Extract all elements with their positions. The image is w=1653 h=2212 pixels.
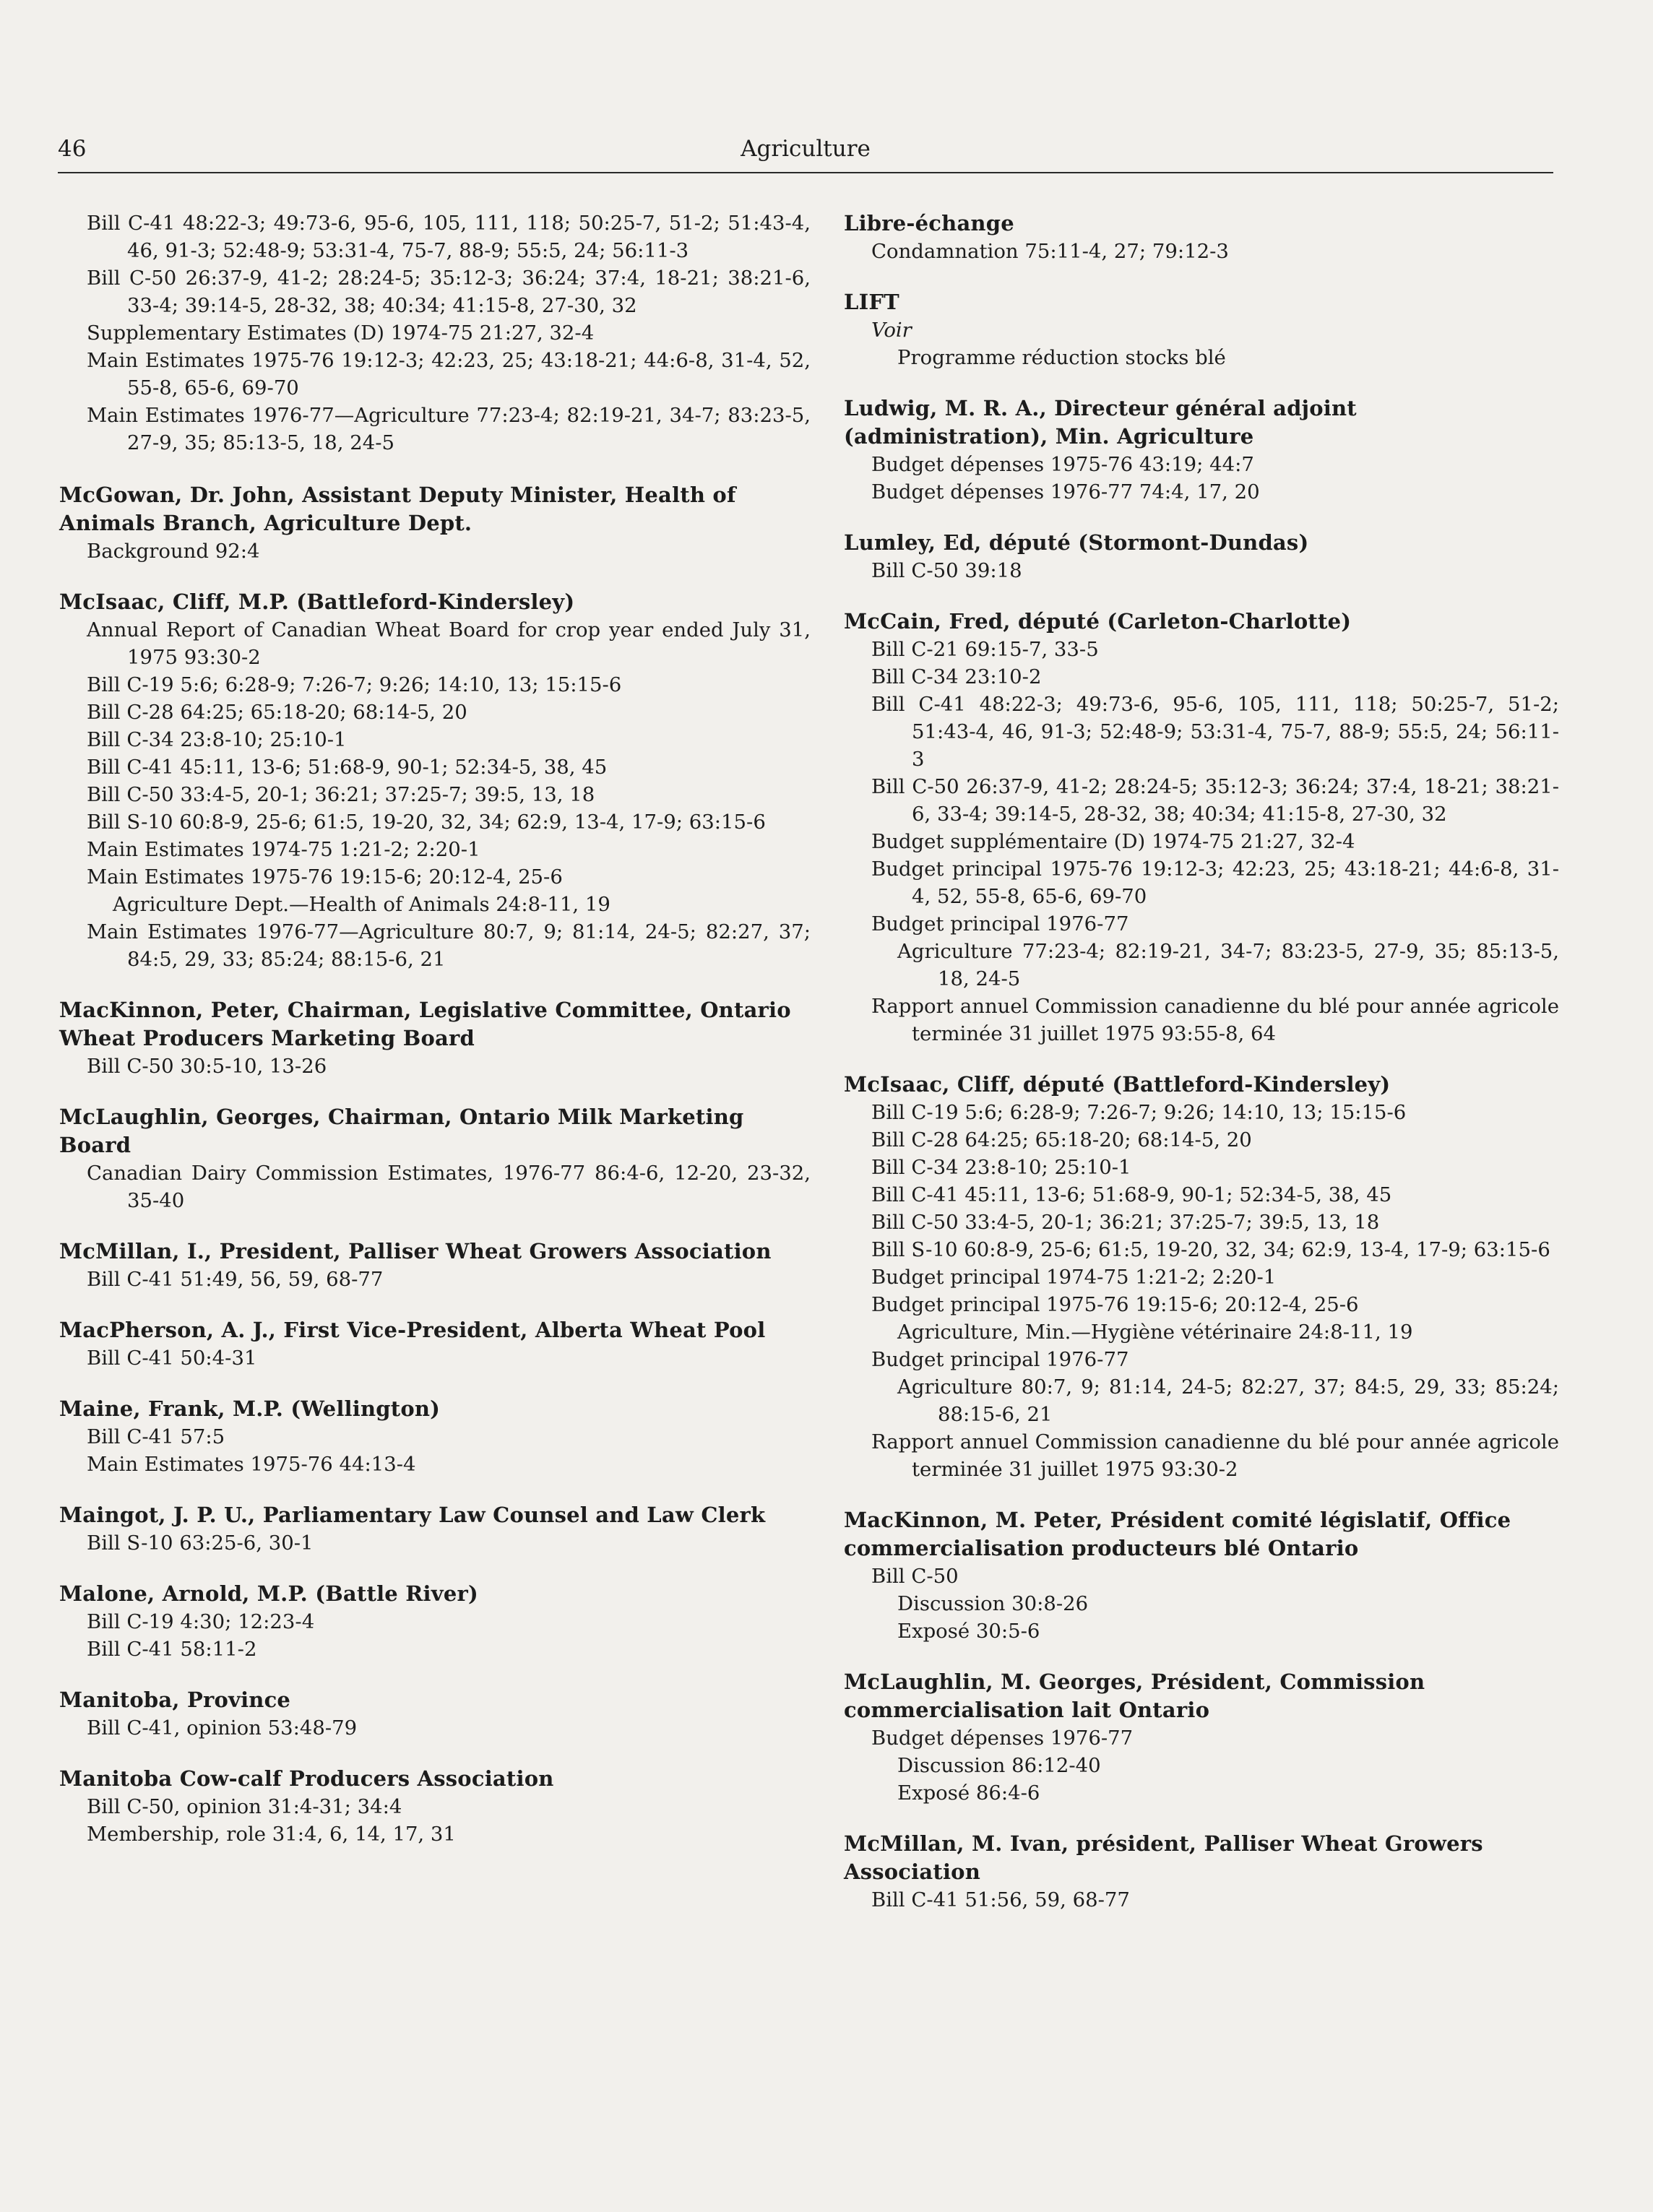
entry-heading: McIsaac, Cliff, M.P. (Battleford-Kindersley) xyxy=(59,589,575,614)
entry-heading: McLaughlin, M. Georges, Président, Commission commercialisation lait Ontario xyxy=(844,1669,1425,1722)
entry-heading: McLaughlin, Georges, Chairman, Ontario Milk Marketing Board xyxy=(59,1105,744,1157)
index-subentry: Budget supplémentaire (D) 1974-75 21:27, 32-4 xyxy=(871,830,1355,853)
index-subentry: Bill C-50 39:18 xyxy=(871,559,1022,582)
entry-heading: Lumley, Ed, député (Stormont-Dundas) xyxy=(844,530,1309,555)
entry-heading: Manitoba Cow-calf Producers Association xyxy=(59,1766,554,1791)
index-subentry: Bill C-19 4:30; 12:23-4 xyxy=(87,1610,315,1633)
index-subentry: Discussion 30:8-26 xyxy=(897,1592,1089,1615)
index-subentry: Bill S-10 60:8-9, 25-6; 61:5, 19-20, 32, 34; 62:9, 13-4, 17-9; 63:15-6 xyxy=(871,1238,1550,1261)
index-subentry: Budget principal 1975-76 19:15-6; 20:12-4, 25-6 xyxy=(871,1293,1359,1316)
index-subentry: Bill S-10 63:25-6, 30-1 xyxy=(87,1531,314,1555)
index-subentry: Agriculture, Min.—Hygiène vétérinaire 24:8-11, 19 xyxy=(897,1321,1413,1344)
index-entry xyxy=(59,1316,811,1372)
index-subentry: Bill C-50 26:37-9, 41-2; 28:24-5; 35:12-3; 36:24; 37:4, 18-21; 38:21-6, 33-4; 39:14-5, 28-32, 38; 40:34; 41:15-8, 27-30, 32 xyxy=(871,775,1559,826)
entry-heading: McGowan, Dr. John, Assistant Deputy Minister, Health of Animals Branch, Agriculture Dept. xyxy=(59,483,736,535)
index-entry xyxy=(844,1668,1559,1807)
index-entry xyxy=(59,1395,811,1478)
index-subentry: Main Estimates 1976-77—Agriculture 77:23-4; 82:19-21, 34-7; 83:23-5, 27-9, 35; 85:13-5, 18, 24-5 xyxy=(87,404,811,454)
index-entry xyxy=(59,481,811,565)
index-subentry: Budget principal 1974-75 1:21-2; 2:20-1 xyxy=(871,1266,1277,1289)
index-entry xyxy=(59,1686,811,1742)
index-subentry: Exposé 86:4-6 xyxy=(897,1781,1040,1805)
index-subentry: Supplementary Estimates (D) 1974-75 21:27, 32-4 xyxy=(87,321,595,345)
index-subentry: Discussion 86:12-40 xyxy=(897,1754,1101,1777)
entry-heading: LIFT xyxy=(844,290,899,314)
index-subentry: Budget dépenses 1976-77 xyxy=(871,1727,1134,1750)
index-entry xyxy=(59,209,811,457)
index-subentry: Bill C-34 23:8-10; 25:10-1 xyxy=(87,728,347,751)
entry-heading: Maine, Frank, M.P. (Wellington) xyxy=(59,1396,441,1421)
entry-heading: Malone, Arnold, M.P. (Battle River) xyxy=(59,1581,478,1606)
index-subentry: Programme réduction stocks blé xyxy=(897,346,1226,369)
entry-heading: Manitoba, Province xyxy=(59,1688,291,1712)
index-subentry: Bill C-50, opinion 31:4-31; 34:4 xyxy=(87,1795,402,1818)
index-subentry: Main Estimates 1975-76 44:13-4 xyxy=(87,1453,416,1476)
index-entry xyxy=(59,1237,811,1293)
index-subentry: Bill S-10 60:8-9, 25-6; 61:5, 19-20, 32, 34; 62:9, 13-4, 17-9; 63:15-6 xyxy=(87,811,766,834)
entry-heading: Libre-échange xyxy=(844,211,1014,236)
entry-heading: Maingot, J. P. U., Parliamentary Law Counsel and Law Clerk xyxy=(59,1503,766,1527)
index-subentry: Bill C-41 50:4-31 xyxy=(87,1347,257,1370)
index-entry xyxy=(59,1501,811,1557)
index-subentry: Budget principal 1976-77 xyxy=(871,1348,1129,1371)
index-entry xyxy=(59,1765,811,1848)
index-subentry: Bill C-41 45:11, 13-6; 51:68-9, 90-1; 52:34-5, 38, 45 xyxy=(87,756,608,779)
index-subentry: Budget principal 1976-77 xyxy=(871,912,1129,936)
index-entry xyxy=(59,1103,811,1214)
index-subentry: Budget dépenses 1976-77 74:4, 17, 20 xyxy=(871,480,1260,504)
index-entry xyxy=(844,1830,1559,1914)
index-subentry: Rapport annuel Commission canadienne du blé pour année agricole terminée 31 juillet 1975 93:30-2 xyxy=(871,1430,1559,1481)
index-entry xyxy=(844,288,1559,371)
index-subentry: Bill C-28 64:25; 65:18-20; 68:14-5, 20 xyxy=(871,1128,1252,1152)
entry-heading: McMillan, M. Ivan, président, Palliser Wheat Growers Association xyxy=(844,1831,1483,1884)
entry-heading: McIsaac, Cliff, député (Battleford-Kindersley) xyxy=(844,1072,1391,1097)
index-entry xyxy=(844,529,1559,584)
index-subentry: Bill C-50 26:37-9, 41-2; 28:24-5; 35:12-3; 36:24; 37:4, 18-21; 38:21-6, 33-4; 39:14-5, 28-32, 38; 40:34; 41:15-8, 27-30, 32 xyxy=(87,267,811,317)
page-number: 46 xyxy=(58,136,87,162)
index-subentry: Main Estimates 1975-76 19:12-3; 42:23, 25; 43:18-21; 44:6-8, 31-4, 52, 55-8, 65-6, 69-70 xyxy=(87,349,811,399)
index-subentry: Bill C-50 30:5-10, 13-26 xyxy=(87,1055,327,1078)
index-subentry: Rapport annuel Commission canadienne du blé pour année agricole terminée 31 juillet 1975 93:55-8, 64 xyxy=(871,995,1559,1045)
index-entry xyxy=(844,1071,1559,1483)
entry-heading: MacKinnon, Peter, Chairman, Legislative Committee, Ontario Wheat Producers Marketing Board xyxy=(59,998,791,1050)
page-header xyxy=(58,136,1553,173)
index-subentry: Bill C-34 23:8-10; 25:10-1 xyxy=(871,1156,1131,1179)
index-subentry: Agriculture Dept.—Health of Animals 24:8-11, 19 xyxy=(113,893,610,916)
index-subentry: Bill C-41 57:5 xyxy=(87,1425,225,1448)
index-entry xyxy=(59,588,811,973)
index-entry xyxy=(844,209,1559,265)
index-subentry: Bill C-50 33:4-5, 20-1; 36:21; 37:25-7; 39:5, 13, 18 xyxy=(87,783,595,806)
index-subentry: Bill C-34 23:10-2 xyxy=(871,665,1042,688)
index-subentry: Bill C-41 51:49, 56, 59, 68-77 xyxy=(87,1268,384,1291)
entry-heading: McCain, Fred, député (Carleton-Charlotte) xyxy=(844,609,1352,634)
see-reference: Voir xyxy=(871,319,912,342)
index-subentry: Condamnation 75:11-4, 27; 79:12-3 xyxy=(871,240,1229,263)
index-subentry: Bill C-41 48:22-3; 49:73-6, 95-6, 105, 111, 118; 50:25-7, 51-2; 51:43-4, 46, 91-3; 52:48-9; 53:31-4, 75-7, 88-9; 55:5, 24; 56:11-3 xyxy=(87,212,811,262)
index-subentry: Budget dépenses 1975-76 43:19; 44:7 xyxy=(871,453,1254,476)
entry-heading: McMillan, I., President, Palliser Wheat Growers Association xyxy=(59,1239,772,1263)
index-entry xyxy=(844,608,1559,1047)
index-subentry: Bill C-28 64:25; 65:18-20; 68:14-5, 20 xyxy=(87,701,467,724)
index-entry xyxy=(844,394,1559,506)
index-subentry: Bill C-19 5:6; 6:28-9; 7:26-7; 9:26; 14:10, 13; 15:15-6 xyxy=(871,1101,1407,1124)
index-subentry: Bill C-41 58:11-2 xyxy=(87,1638,257,1661)
index-subentry: Bill C-41 51:56, 59, 68-77 xyxy=(871,1888,1130,1911)
entry-heading: MacKinnon, M. Peter, Président comité législatif, Office commercialisation producteurs blé Ontario xyxy=(844,1508,1511,1560)
right-column xyxy=(844,209,1559,1937)
index-subentry: Main Estimates 1974-75 1:21-2; 2:20-1 xyxy=(87,838,480,861)
index-entry xyxy=(844,1506,1559,1645)
index-subentry: Canadian Dairy Commission Estimates, 1976-77 86:4-6, 12-20, 23-32, 35-40 xyxy=(87,1162,811,1212)
index-subentry: Agriculture 80:7, 9; 81:14, 24-5; 82:27, 37; 84:5, 29, 33; 85:24; 88:15-6, 21 xyxy=(897,1375,1559,1426)
index-subentry: Exposé 30:5-6 xyxy=(897,1620,1040,1643)
index-subentry: Main Estimates 1976-77—Agriculture 80:7, 9; 81:14, 24-5; 82:27, 37; 84:5, 29, 33; 85:24; 88:15-6, 21 xyxy=(87,920,811,971)
index-subentry: Bill C-41 45:11, 13-6; 51:68-9, 90-1; 52:34-5, 38, 45 xyxy=(871,1183,1392,1206)
index-subentry: Bill C-50 33:4-5, 20-1; 36:21; 37:25-7; 39:5, 13, 18 xyxy=(871,1211,1380,1234)
index-subentry: Background 92:4 xyxy=(87,540,260,563)
index-subentry: Bill C-21 69:15-7, 33-5 xyxy=(871,638,1099,661)
index-subentry: Main Estimates 1975-76 19:15-6; 20:12-4, 25-6 xyxy=(87,865,563,889)
index-subentry: Budget principal 1975-76 19:12-3; 42:23, 25; 43:18-21; 44:6-8, 31-4, 52, 55-8, 65-6, 69-70 xyxy=(871,857,1559,908)
index-subentry: Bill C-50 xyxy=(871,1565,959,1588)
index-subentry: Annual Report of Canadian Wheat Board for crop year ended July 31, 1975 93:30-2 xyxy=(87,618,811,669)
running-title: Agriculture xyxy=(741,136,871,162)
index-entry xyxy=(59,996,811,1080)
entry-heading: MacPherson, A. J., First Vice-President, Alberta Wheat Pool xyxy=(59,1318,766,1342)
index-subentry: Agriculture 77:23-4; 82:19-21, 34-7; 83:23-5, 27-9, 35; 85:13-5, 18, 24-5 xyxy=(897,940,1559,990)
index-subentry: Bill C-41, opinion 53:48-79 xyxy=(87,1716,358,1740)
left-column xyxy=(59,209,811,1871)
index-subentry: Bill C-19 5:6; 6:28-9; 7:26-7; 9:26; 14:10, 13; 15:15-6 xyxy=(87,673,622,696)
index-subentry: Membership, role 31:4, 6, 14, 17, 31 xyxy=(87,1823,456,1846)
index-subentry: Bill C-41 48:22-3; 49:73-6, 95-6, 105, 111, 118; 50:25-7, 51-2; 51:43-4, 46, 91-3; 52:48-9; 53:31-4, 75-7, 88-9; 55:5, 24; 56:11-3 xyxy=(871,693,1559,771)
index-entry xyxy=(59,1580,811,1663)
entry-heading: Ludwig, M. R. A., Directeur général adjoint (administration), Min. Agriculture xyxy=(844,396,1357,449)
